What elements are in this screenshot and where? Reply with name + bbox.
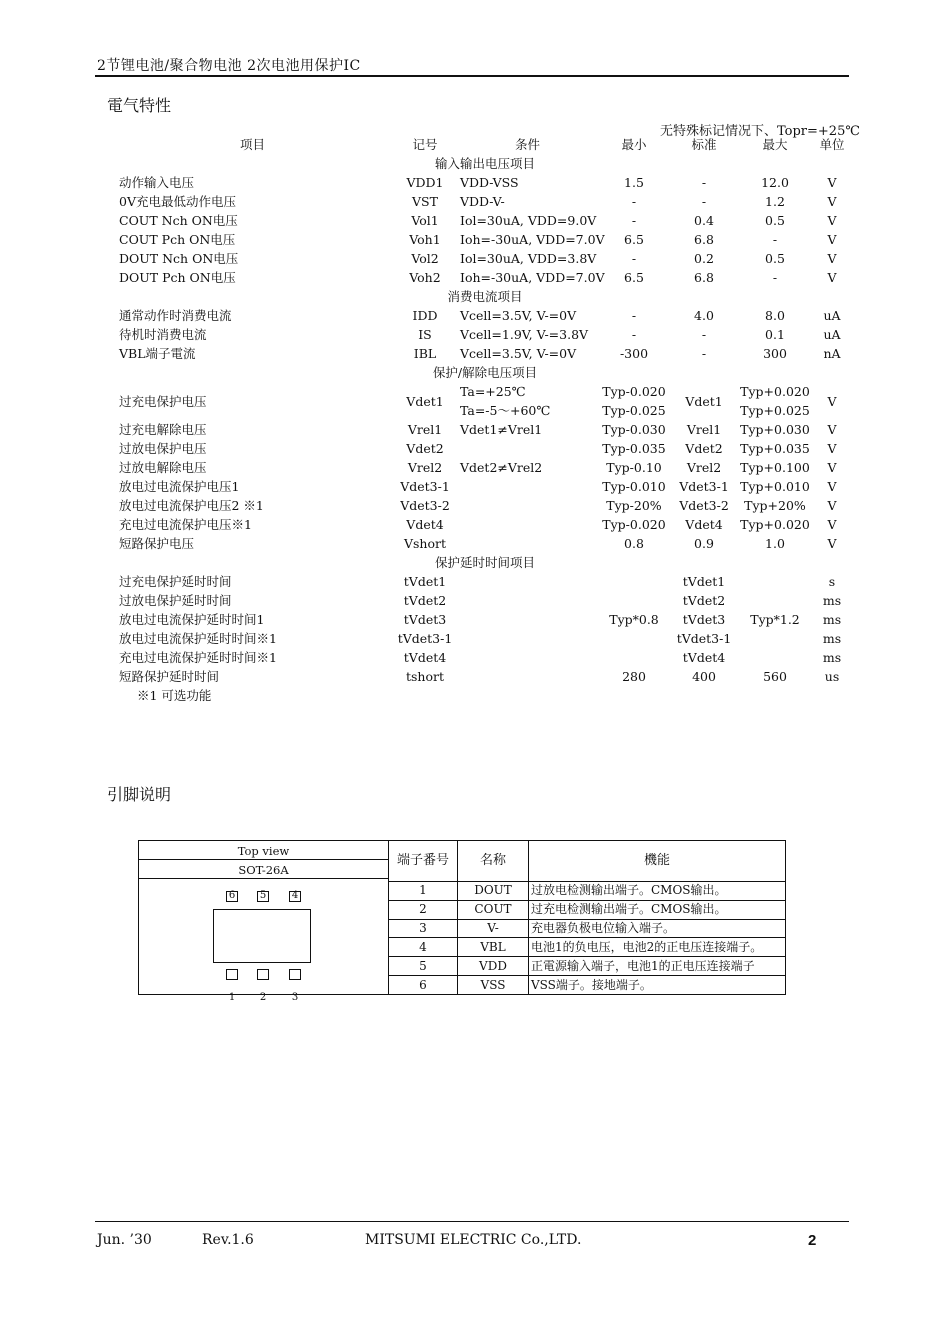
package-name-label: SOT-26A	[238, 863, 289, 877]
pin-no: 5	[389, 957, 458, 976]
spec-item: 充电过电流保护延时时间※1	[119, 650, 277, 665]
spec-item: 通常动作时消费电流	[119, 308, 232, 323]
spec-unit: V	[827, 232, 837, 247]
pin-header-func: 機能	[529, 841, 786, 882]
spec-typ: 0.2	[694, 251, 714, 266]
group-header-protection-voltage: 保护/解除电压项目	[432, 365, 538, 380]
spec-max: Typ+0.035	[740, 441, 810, 456]
spec-min: Typ-20%	[606, 498, 662, 513]
footer-date: Jun. ’30	[97, 1232, 152, 1248]
spec-min: -	[631, 194, 637, 209]
spec-unit: ms	[822, 612, 842, 627]
spec-unit: V	[827, 393, 837, 409]
spec-symbol: Vdet3-1	[400, 479, 450, 494]
spec-item: 0V充电最低动作电压	[119, 194, 236, 209]
pin-name: VDD	[458, 957, 529, 976]
spec-item: VBL端子電流	[119, 346, 196, 361]
spec-symbol: tVdet3	[403, 612, 447, 627]
pin-function: 电池1的负电压，电池2的正电压连接端子。	[529, 938, 786, 957]
spec-min: Typ-0.035	[602, 441, 666, 456]
spec-condition: Iol=30uA, VDD=3.8V	[460, 251, 597, 266]
spec-item: 放电过电流保护电压1	[119, 479, 240, 494]
spec-symbol: Voh2	[409, 270, 441, 285]
spec-max: 1.0	[765, 536, 785, 551]
spec-item: 充电过电流保护电压※1	[119, 517, 252, 532]
spec-typ: Vdet3-2	[679, 498, 729, 513]
spec-max: -	[772, 270, 778, 285]
spec-symbol: Vrel2	[407, 460, 443, 475]
pin-label-3: 3	[291, 992, 299, 1003]
spec-condition: Vcell=3.5V, V-=0V	[460, 308, 577, 323]
pin-header-name: 名称	[458, 841, 529, 882]
spec-max: 0.5	[765, 251, 785, 266]
spec-min: -	[631, 251, 637, 266]
spec-typ: Vdet2	[685, 441, 723, 456]
pin-label-4: 4	[291, 890, 299, 901]
spec-condition: Iol=30uA, VDD=9.0V	[460, 213, 597, 228]
pin-function: 过放电检测输出端子。CMOS输出。	[529, 881, 786, 900]
pin1-pad	[226, 969, 238, 980]
pin-name: DOUT	[458, 881, 529, 900]
pin-label-5: 5	[259, 890, 267, 901]
spec-typ: 0.9	[694, 536, 714, 551]
pin-name: V-	[458, 919, 529, 938]
spec-unit: V	[827, 175, 837, 190]
spec-typ: -	[701, 327, 707, 342]
spec-unit: ms	[822, 593, 842, 608]
col-header-typ: 标准	[691, 137, 717, 152]
spec-typ: 0.4	[694, 213, 714, 228]
spec-condition: VDD-VSS	[460, 175, 519, 190]
spec-max: Typ+0.030	[740, 422, 810, 437]
spec-min: 280	[622, 669, 646, 684]
spec-item: 过充电保护电压	[119, 393, 207, 409]
spec-unit: V	[827, 517, 837, 532]
pin-no: 1	[389, 881, 458, 900]
spec-item: 短路保护延时时间	[119, 669, 220, 684]
spec-max: 0.1	[765, 327, 785, 342]
footnote-optional: ※1 可选功能	[137, 688, 212, 703]
section-title-pins: 引脚说明	[107, 785, 172, 804]
spec-item: 短路保护电压	[119, 536, 195, 551]
spec-max: Typ+0.025	[740, 403, 810, 418]
spec-item: 过充电解除电压	[119, 422, 207, 437]
spec-unit: us	[824, 669, 840, 684]
spec-max: -	[772, 232, 778, 247]
spec-unit: V	[827, 194, 837, 209]
spec-unit: ms	[822, 650, 842, 665]
spec-typ: Vrel2	[686, 460, 722, 475]
spec-condition: Vdet2≠Vrel2	[460, 460, 543, 475]
pin-label-2: 2	[259, 992, 267, 1003]
spec-unit: V	[827, 498, 837, 513]
pin-name: VSS	[458, 976, 529, 995]
spec-typ: 6.8	[694, 270, 714, 285]
group-header-delay-time: 保护延时时间项目	[434, 555, 535, 570]
spec-item: 过放电保护延时时间	[119, 593, 232, 608]
spec-min: Typ-0.030	[602, 422, 666, 437]
pin-function: 充电器负极电位输入端子。	[529, 919, 786, 938]
pin-no: 2	[389, 900, 458, 919]
spec-unit: V	[827, 270, 837, 285]
package-diagram-cell	[139, 841, 389, 1003]
group-header-current: 消费电流项目	[447, 289, 523, 304]
spec-unit: uA	[823, 327, 841, 342]
spec-unit: V	[827, 536, 837, 551]
spec-unit: V	[827, 251, 837, 266]
spec-typ: 4.0	[694, 308, 714, 323]
package-view-label: Top view	[139, 841, 388, 860]
spec-symbol: tVdet1	[403, 574, 447, 589]
spec-symbol: Vol2	[411, 251, 439, 266]
group-header-io-voltage: 输入输出电压项目	[434, 156, 535, 171]
spec-item: COUT Nch ON电压	[119, 213, 238, 228]
spec-condition: Ta=-5～+60℃	[460, 403, 551, 418]
spec-min: -	[631, 327, 637, 342]
col-header-condition: 条件	[515, 137, 541, 152]
document-header-title: 2节锂电池/聚合物电池 2次电池用保护IC	[97, 58, 361, 74]
spec-max: Typ+0.020	[740, 384, 810, 399]
spec-item: 过放电解除电压	[119, 460, 207, 475]
spec-condition: Ioh=-30uA, VDD=7.0V	[460, 232, 605, 247]
footer-revision: Rev.1.6	[202, 1232, 254, 1248]
spec-condition: Vcell=1.9V, V-=3.8V	[460, 327, 589, 342]
pin-header-no: 端子番号	[389, 841, 458, 882]
spec-min: Typ-0.10	[606, 460, 662, 475]
pin-description-table	[138, 840, 786, 1003]
spec-min: 6.5	[624, 270, 644, 285]
spec-symbol: Voh1	[409, 232, 441, 247]
spec-max: Typ*1.2	[750, 612, 800, 627]
spec-min: Typ-0.020	[602, 517, 666, 532]
spec-condition: Ta=+25℃	[460, 384, 526, 399]
spec-item: 过充电保护延时时间	[119, 574, 232, 589]
spec-unit: V	[827, 213, 837, 228]
spec-max: 560	[763, 669, 787, 684]
spec-typ: tVdet3	[682, 612, 726, 627]
spec-max: Typ+0.100	[740, 460, 810, 475]
spec-typ: -	[701, 175, 707, 190]
spec-min: Typ-0.025	[602, 403, 666, 418]
spec-max: 0.5	[765, 213, 785, 228]
col-header-min: 最小	[621, 137, 647, 152]
col-header-symbol: 记号	[412, 137, 438, 152]
spec-max: 1.2	[765, 194, 785, 209]
spec-symbol: Vdet1	[406, 393, 444, 409]
col-header-item: 项目	[240, 137, 266, 152]
spec-symbol: IDD	[412, 308, 438, 323]
pin-no: 4	[389, 938, 458, 957]
spec-typ: 400	[692, 669, 716, 684]
spec-max: 300	[763, 346, 787, 361]
spec-typ: Vdet1	[685, 393, 723, 409]
spec-min: -	[631, 308, 637, 323]
spec-typ: tVdet3-1	[676, 631, 732, 646]
spec-max: Typ+0.010	[740, 479, 810, 494]
package-divider	[139, 878, 388, 879]
spec-unit: uA	[823, 308, 841, 323]
footer-company: MITSUMI ELECTRIC Co.,LTD.	[365, 1232, 582, 1248]
pin3-pad	[289, 969, 301, 980]
spec-item: DOUT Pch ON电压	[119, 270, 236, 285]
spec-item: 过放电保护电压	[119, 441, 207, 456]
spec-symbol: IBL	[413, 346, 437, 361]
spec-symbol: Vdet4	[406, 517, 444, 532]
spec-typ: 6.8	[694, 232, 714, 247]
spec-min: 0.8	[624, 536, 644, 551]
spec-typ: tVdet2	[682, 593, 726, 608]
pin-no: 3	[389, 919, 458, 938]
spec-symbol: VDD1	[406, 175, 444, 190]
pin2-pad	[257, 969, 269, 980]
spec-typ: tVdet4	[682, 650, 726, 665]
spec-symbol: tshort	[405, 669, 444, 684]
spec-typ: -	[701, 346, 707, 361]
spec-symbol: Vshort	[403, 536, 447, 551]
spec-unit: V	[827, 460, 837, 475]
spec-symbol: Vrel1	[407, 422, 443, 437]
spec-min: -	[631, 213, 637, 228]
spec-max: 8.0	[765, 308, 785, 323]
spec-item: 放电过电流保护延时时间1	[119, 612, 265, 627]
spec-item: 动作输入电压	[119, 175, 195, 190]
spec-condition: VDD-V-	[460, 194, 505, 209]
spec-symbol: IS	[418, 327, 432, 342]
section-title-electrical: 電气特性	[107, 96, 172, 115]
spec-typ: -	[701, 194, 707, 209]
spec-symbol: tVdet3-1	[397, 631, 453, 646]
spec-max: Typ+20%	[744, 498, 806, 513]
page-number: 2	[808, 1232, 817, 1249]
spec-typ: Vdet4	[685, 517, 723, 532]
spec-item: 放电过电流保护电压2 ※1	[119, 498, 264, 513]
spec-min: Typ*0.8	[609, 612, 659, 627]
sot26a-chip-body	[213, 909, 311, 963]
spec-symbol: Vdet2	[406, 441, 444, 456]
spec-symbol: Vdet3-2	[400, 498, 450, 513]
spec-unit: V	[827, 479, 837, 494]
pin-function: 正電源输入端子，电池1的正电压连接端子	[529, 957, 786, 976]
spec-symbol: tVdet4	[403, 650, 447, 665]
pin-name: COUT	[458, 900, 529, 919]
spec-min: Typ-0.010	[602, 479, 666, 494]
pin-label-1: 1	[228, 992, 236, 1003]
spec-item: DOUT Nch ON电压	[119, 251, 239, 266]
spec-unit: s	[828, 574, 836, 589]
spec-unit: V	[827, 422, 837, 437]
spec-typ: tVdet1	[682, 574, 726, 589]
spec-unit: ms	[822, 631, 842, 646]
spec-item: COUT Pch ON电压	[119, 232, 236, 247]
condition-note: 无特殊标记情况下、Topr=+25℃	[660, 124, 860, 139]
spec-max: Typ+0.020	[740, 517, 810, 532]
col-header-unit: 单位	[819, 137, 845, 152]
spec-symbol: VST	[412, 194, 438, 209]
pin-no: 6	[389, 976, 458, 995]
spec-item: 放电过电流保护延时时间※1	[119, 631, 277, 646]
spec-min: 6.5	[624, 232, 644, 247]
pin-name: VBL	[458, 938, 529, 957]
footer-rule	[95, 1221, 849, 1222]
spec-condition: Vdet1≠Vrel1	[460, 422, 543, 437]
spec-max: 12.0	[761, 175, 789, 190]
spec-symbol: Vol1	[411, 213, 439, 228]
spec-min: 1.5	[624, 175, 644, 190]
spec-condition: Vcell=3.5V, V-=0V	[460, 346, 577, 361]
spec-symbol: tVdet2	[403, 593, 447, 608]
pin-label-6: 6	[228, 890, 236, 901]
col-header-max: 最大	[762, 137, 788, 152]
spec-condition: Ioh=-30uA, VDD=7.0V	[460, 270, 605, 285]
spec-unit: V	[827, 441, 837, 456]
pin-function: 过充电检测输出端子。CMOS输出。	[529, 900, 786, 919]
spec-min: -300	[619, 346, 649, 361]
spec-typ: Vrel1	[686, 422, 722, 437]
spec-typ: Vdet3-1	[679, 479, 729, 494]
pin-function: VSS端子。接地端子。	[529, 976, 786, 995]
spec-unit: nA	[823, 346, 841, 361]
spec-min: Typ-0.020	[602, 384, 666, 399]
spec-item: 待机时消费电流	[119, 327, 207, 342]
